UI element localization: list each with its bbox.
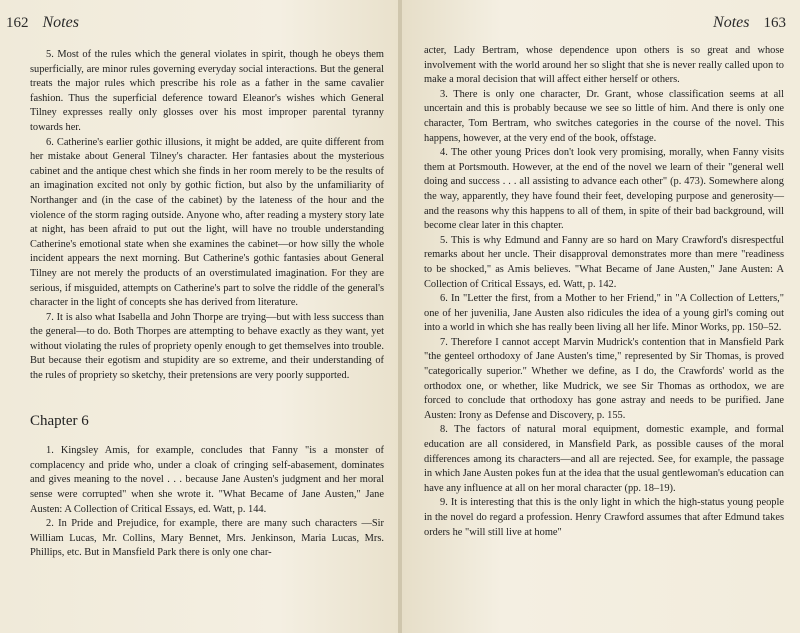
running-head-right bbox=[713, 14, 786, 32]
note: 8. The factors of natural moral equipment, domestic example, and formal education are all considered, in Mansfield Park, as possible causes of the moral differences among its characters—and all are rejected. See, for example, the passage in which Jane Austen pokes fun at the idea that the usual gentlewoman's education can have any influence at all on her moral character (pp. 18–19). bbox=[424, 424, 784, 494]
note: 3. There is only one character, Dr. Grant, whose classification seems at all uncertain and this is probably because we see so little of him. And there is only one character, Tom Bertram, who switches categories in the course of the novel. This happens, however, at the very end of the book, offstage. bbox=[424, 88, 784, 144]
page-number: 163 bbox=[763, 15, 786, 31]
running-head-left bbox=[6, 14, 79, 32]
note: 7. Therefore I cannot accept Marvin Mudrick's contention that in Mansfield Park "the genteel orthodoxy of Jane Austen's time," represented by Sir Thomas, is proved "categorically superior." Whether we define, as I do, the Crawfords' world as the orthodox one, or whether, like Mudrick, we see Sir Thomas as orthodox, we are forced to conclude that orthodoxy has gone astray and needs to be purified. Jane Austen: Irony as Defense and Discovery, p. 155. bbox=[424, 336, 784, 421]
note: 7. It is also what Isabella and John Thorpe are trying—but with less success than the general—to do. Both Thorpes are attempting to behave exactly as they want, yet without violating the rules of propriety openly enough to get themselves into trouble. But because their egotism and stupidity are so extreme, and their understanding of the rules of propriety so sketchy, their pretensions are very poorly supported. bbox=[30, 311, 384, 382]
notes-body bbox=[30, 48, 384, 561]
chapter-heading: Chapter 6 bbox=[30, 412, 89, 429]
note: 1. Kingsley Amis, for example, concludes that Fanny "is a monster of complacency and pride who, under a cloak of cringing self-abasement, dominates and gives meaning to the novel . . . because Jane Austen's judgment and her moral sense were corrupted" when she wrote it. "What Became of Jane Austen," Jane Austen: A Collection of Critical Essays, ed. Watt, p. 144. bbox=[30, 445, 384, 515]
running-title: Notes bbox=[713, 14, 750, 31]
right-page bbox=[402, 0, 800, 633]
note: 5. This is why Edmund and Fanny are so hard on Mary Crawford's disrespectful remarks about her uncle. Their disapproval demonstrates more than mere "readiness to be shocked," as Amis believes. "What Became of Jane Austen," Jane Austen: A Collection of Critical Essays, ed. Watt, p. 142. bbox=[424, 234, 784, 290]
left-page bbox=[0, 0, 398, 633]
note-continuation: acter, Lady Bertram, whose dependence upon others is so great and whose involvement with the world around her so slight that she is never really called upon to make a moral decision that will affect either herself or others. bbox=[424, 45, 784, 86]
note: 4. The other young Prices don't look very promising, morally, when Fanny visits them at Portsmouth. However, at the end of the novel we learn of their "general well doing and success . . . all assisting to advance each other" (p. 473). Somewhere along the way, apparently, they have found their feet, developing purpose and generosity—and the reasons why this happens to all of them, in spite of their bad background, will become clear later in this chapter. bbox=[424, 147, 784, 232]
running-title: Notes bbox=[42, 14, 79, 31]
note: 2. In Pride and Prejudice, for example, there are many such characters —Sir William Lucas, Mr. Collins, Mary Bennet, Mrs. Jenkinson, Maria Lucas, Mrs. Phillips, etc. But in Mansfield Park there is only one char- bbox=[30, 518, 384, 559]
note: 5. Most of the rules which the general violates in spirit, though he obeys them superficially, are minor rules governing everyday social interactions. But the general treats the major rules which prescribe his role as a father in the same cavalier fashion. Thus the superficial deference toward Eleanor's wishes which General Tilney expresses really only glosses over his most improper parental tyranny towards her. bbox=[30, 49, 384, 133]
notes-body bbox=[424, 44, 784, 540]
note: 6. In "Letter the first, from a Mother to her Friend," in "A Collection of Letters," one of her juvenilia, Jane Austen also ridicules the idea of a young girl's coming out into a world in which she has really been living all her life. Minor Works, pp. 150–52. bbox=[424, 293, 784, 334]
note: 6. Catherine's earlier gothic illusions, it might be added, are quite different from her mistake about General Tilney's character. Her fantasies about the mysterious cabinet and the antique chest which she finds in her room merely to be the results of an imagination excited not only by gothic fiction, but also by the unfamiliarity of Northanger and (in the case of the cabinet) by the lateness of the hour and the violence of the storm raging outside. Anyone who, after reading a mystery story late at night, has been afraid to put out the light, will have no trouble understanding Catherine's emotional state when she examines the cabinet—or how silly the whole incident appears the next morning. But Catherine's gothic fantasies about General Tilney are not merely the products of an overstimulated imagination. For they are serious, if misguided, attempts on Catherine's part to solve the riddle of the general's character in the light of concepts she has derived from literature. bbox=[30, 136, 384, 309]
page-number: 162 bbox=[6, 15, 29, 31]
note: 9. It is interesting that this is the only light in which the high-status young people in the novel do regard a profession. Henry Crawford assumes that after Edmund takes orders he "will still live at home" bbox=[424, 497, 784, 538]
